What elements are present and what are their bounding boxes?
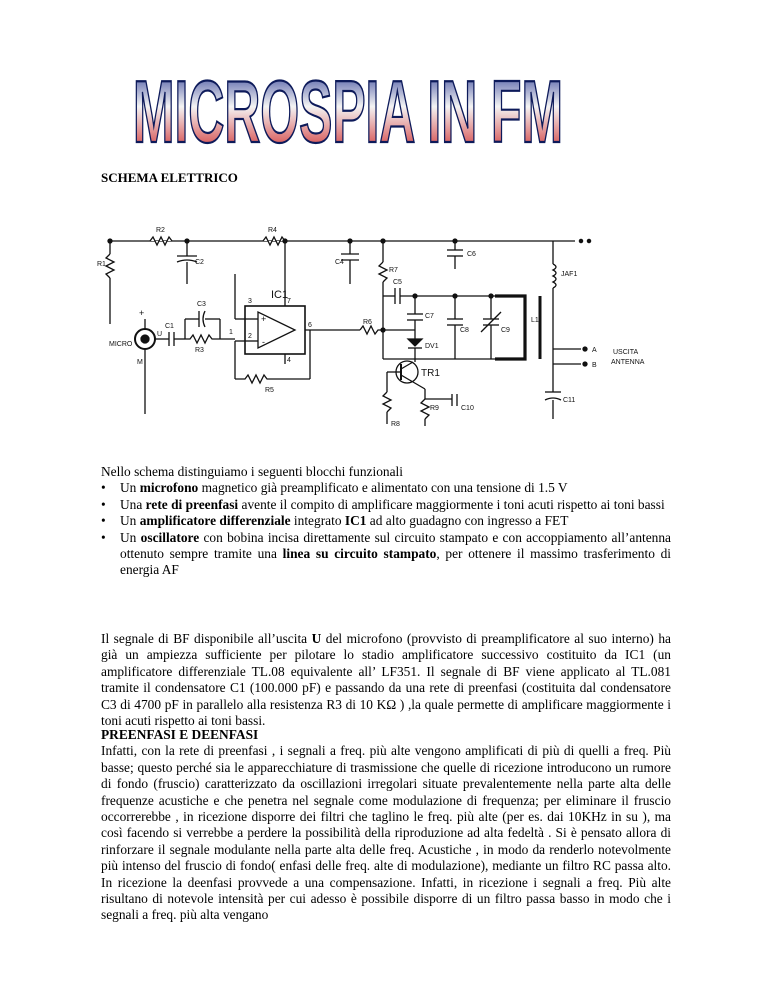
label-c4: C4 (335, 259, 344, 266)
label-l1: L1 (531, 317, 539, 324)
bullet: • (101, 513, 106, 529)
label-r1: R1 (97, 261, 106, 268)
label-c5: C5 (393, 279, 402, 286)
label-r3: R3 (195, 347, 204, 354)
label-tr1: TR1 (421, 368, 440, 379)
label-c6: C6 (467, 251, 476, 258)
label-pin3: 3 (248, 298, 252, 305)
intro-lead: Nello schema distinguiamo i seguenti blocchi funzionali (101, 464, 403, 479)
item-bold: IC1 (344, 513, 367, 529)
label-pin4: 4 (287, 357, 291, 364)
label-jaf1: JAF1 (561, 271, 578, 278)
label-pin7: 7 (287, 298, 291, 305)
item-text: ad alto guadagno con ingresso a FET (366, 513, 569, 529)
item-text: con bobina incisa direttamente sul circuito stampato e con accoppiamento all’antenna ottenuto sempre tramite una (120, 529, 672, 562)
item-text: magnetico già preamplificato e alimentato con una tensione di 1.5 V (198, 480, 568, 496)
title-text: MICROSPIA IN FM (133, 62, 563, 158)
list-item (101, 513, 671, 529)
list-item (101, 530, 671, 579)
label-r5: R5 (265, 387, 274, 394)
paragraph-text: Infatti, con la rete di preenfasi , i segnali a freq. più alte vengono amplificati di più di quelli a freq. Più basse; questo perché sia le apparecchiature di trasmissione che quelle di ricezione introducono un rumore di fondo (fruscio) caratterizzato da oscillazioni irregolari situate prevalentemente nella parte alta delle frequenze acustiche e che penetra nel segnale come modulazione di frequenza; per eliminare il fruscio occorrerebbe , in ricezione disporre dei filtri che taglino le freq. più alte (per es. dai 10KHz in su ), ma così facendo si verrebbe a perdere la possibilità della riproduzione ad alta fedeltà . Si è pensato allora di rinforzare il segnale modulante nella parte alta delle freq. Acustiche , in modo da renderlo notevolmente più intenso del fruscio di fondo( enfasi delle freq. alte di modulazione), mediante un filtro RC passa alto. In ricezione la deenfasi provvede a una compensazione. Infatti, in ricezione i segnali a freq. Più alte risultano di notevole intensità per cui adesso è possibile disporre di un filtro passa basso in modo che i segnali a freq. più alta vengano (101, 743, 671, 923)
label-c7: C7 (425, 313, 434, 320)
label-pin1: 1 (229, 329, 233, 336)
list-item (101, 497, 671, 513)
subheading: PREENFASI E DEENFASI (101, 727, 259, 742)
bullet: • (101, 480, 106, 496)
label-r8: R8 (391, 421, 400, 428)
item-text: , per ottenere il massimo trasferimento di energia AF (120, 546, 672, 578)
bullet: • (101, 529, 106, 545)
label-a: A (592, 347, 597, 354)
label-micro: MICRO (109, 341, 133, 348)
item-text: Una (120, 496, 146, 512)
paragraph-text: Il segnale di BF disponibile all’uscita (101, 631, 312, 646)
label-r4: R4 (268, 227, 277, 234)
item-text: Un (120, 480, 140, 496)
label-r2: R2 (156, 227, 165, 234)
item-bold: amplificatore differenziale (139, 513, 291, 529)
label-pin2: 2 (248, 333, 252, 340)
label-b: B (592, 362, 597, 369)
title-logo (128, 62, 568, 158)
label-plus: + (261, 314, 267, 324)
label-c1: C1 (165, 323, 174, 330)
item-bold: rete di preenfasi (145, 496, 239, 512)
label-uscita: USCITA (613, 349, 639, 356)
label-m: M (137, 359, 143, 366)
paragraph-text: del microfono (provvisto di preamplificatore al suo interno) ha già un ampiezza sufficiente per pilotare lo stadio amplificatore successivo costituito da IC1 (un amplificatore differenziale TL.08 equivalente all’ LF351. Il segnale di BF viene applicato al TL.081 tramite il condensatore C1 (100.000 pF) e passando da una rete di preenfasi (costituita dal condensatore C3 di 4700 pF in parallelo alla resistenza R3 di 10 KΩ ) ,la quale permette di amplificare maggiormente i toni acuti rispetto ai toni bassi. (101, 631, 671, 729)
intro-section (101, 464, 671, 579)
label-pin6: 6 (308, 322, 312, 329)
label-ic1: IC1 (271, 289, 289, 301)
label-c10: C10 (461, 405, 474, 412)
label-c2: C2 (195, 259, 204, 266)
label-c3: C3 (197, 301, 206, 308)
label-c8: C8 (460, 327, 469, 334)
label-dv1: DV1 (425, 343, 439, 350)
paragraph-bold: U (311, 631, 322, 646)
label-minus: - (262, 337, 265, 347)
bullet: • (101, 496, 106, 512)
label-c9: C9 (501, 327, 510, 334)
paragraph-signal (101, 631, 671, 729)
item-text: Un (120, 529, 141, 545)
label-c11: C11 (563, 397, 576, 404)
item-text: avente il compito di amplificare maggiormente i toni acuti rispetto ai toni bassi (238, 496, 665, 512)
circuit-schematic (95, 214, 685, 436)
label-r6: R6 (363, 319, 372, 326)
item-bold: linea su circuito stampato (282, 546, 437, 562)
paragraph-preenfasi (101, 727, 671, 924)
item-text: integrato (290, 513, 345, 529)
label-u: U (157, 331, 163, 338)
label-antenna: ANTENNA (611, 359, 645, 366)
item-bold: microfono (139, 480, 199, 496)
functional-blocks-list (101, 480, 671, 578)
label-r7: R7 (389, 267, 398, 274)
item-text: Un (120, 513, 140, 529)
label-r9: R9 (430, 405, 439, 412)
section-heading: SCHEMA ELETTRICO (101, 170, 238, 185)
label-micro-plus: + (139, 308, 145, 318)
list-item (101, 480, 671, 496)
item-bold: oscillatore (140, 529, 200, 545)
